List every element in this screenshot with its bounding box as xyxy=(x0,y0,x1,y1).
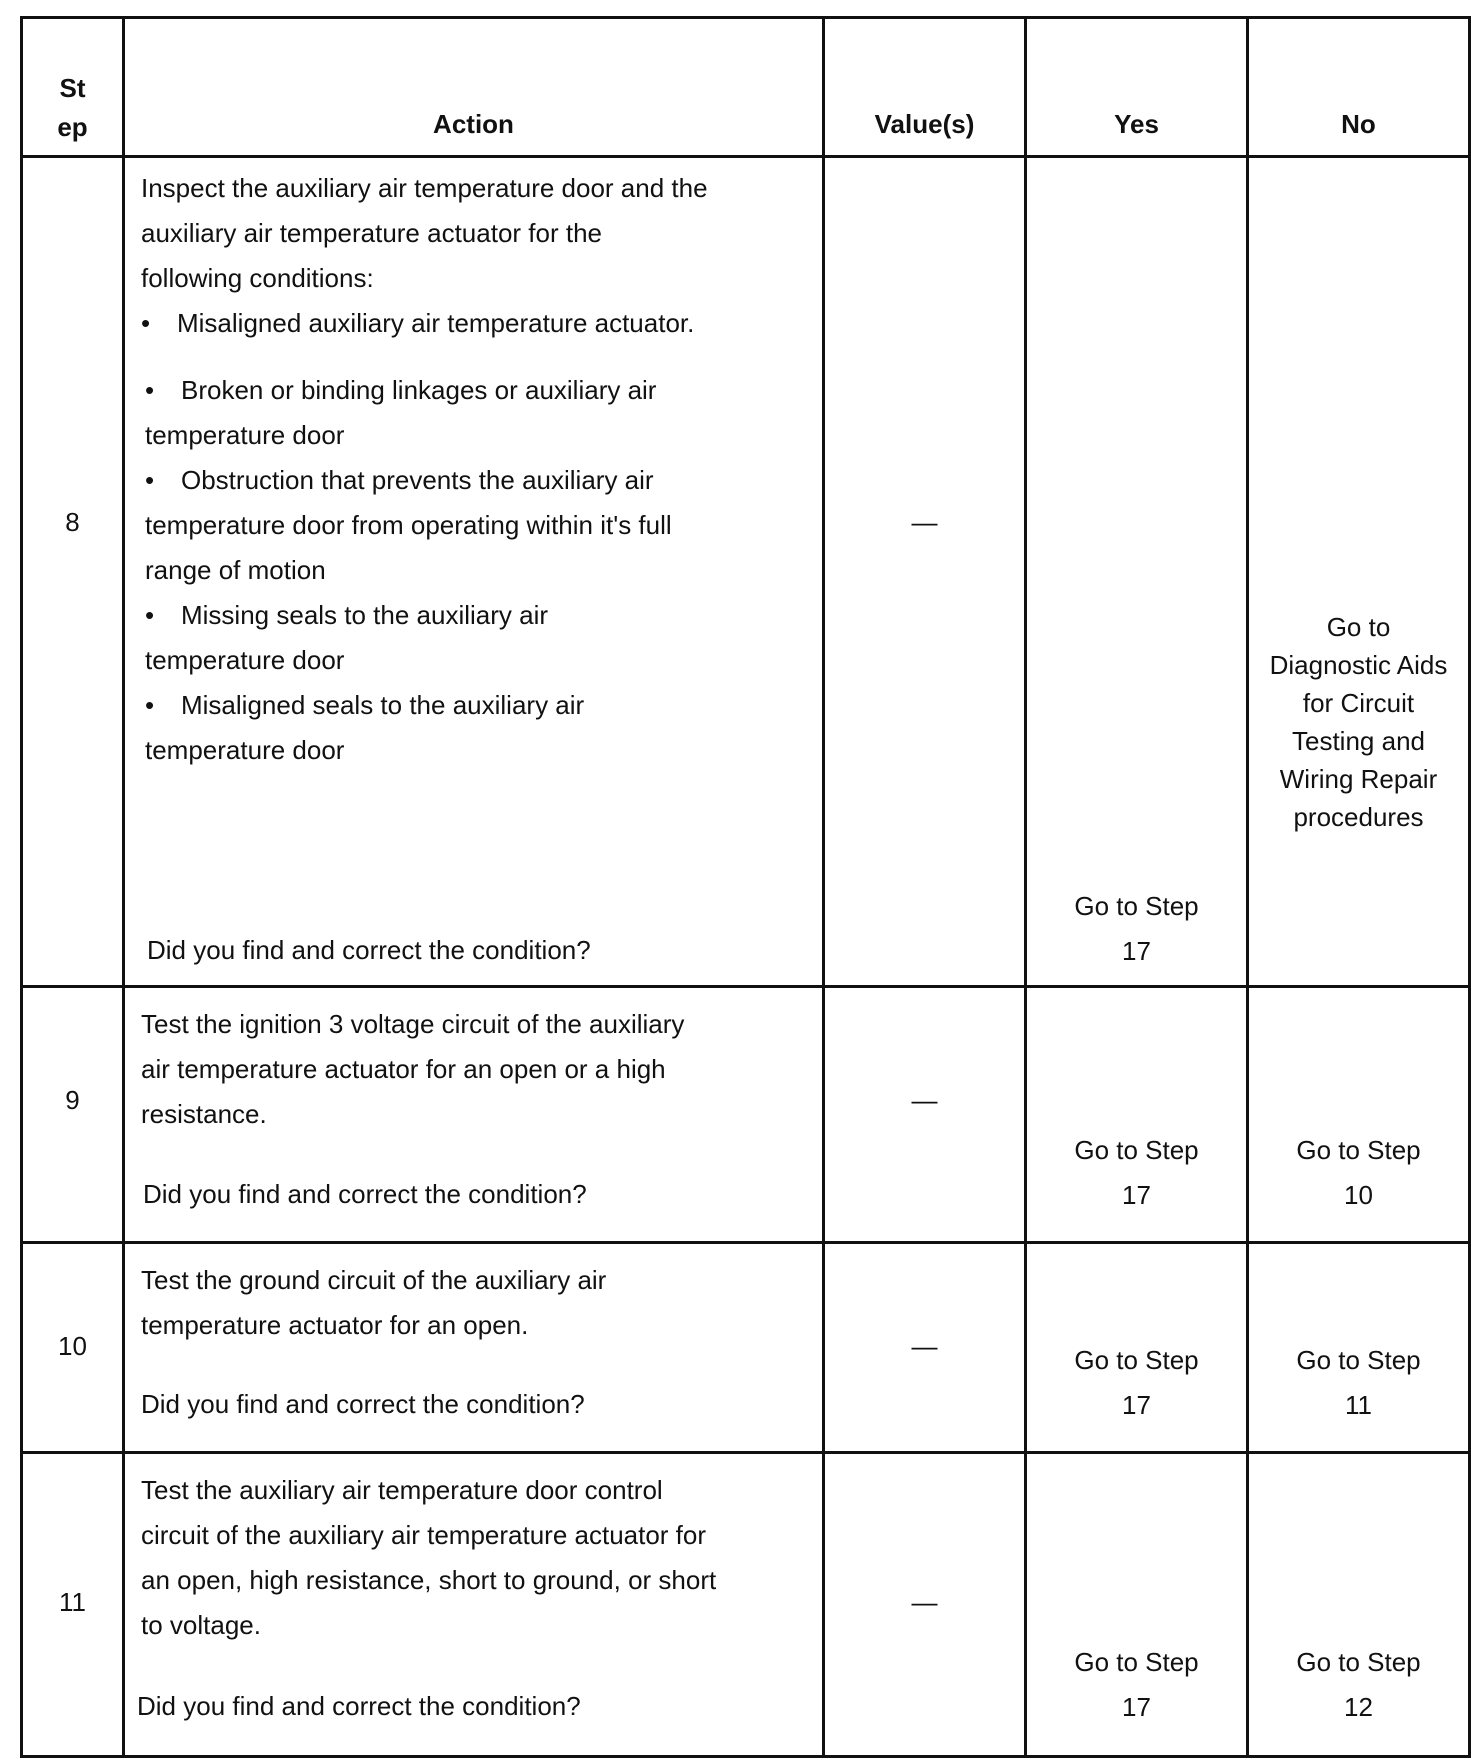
header-row xyxy=(22,18,1470,157)
no-link-line: Diagnostic Aids xyxy=(1269,650,1448,680)
bullet-text: Missing seals to the auxiliary air xyxy=(181,600,549,630)
action-text: to voltage. xyxy=(141,1610,261,1640)
action-text: an open, high resistance, short to ground, or short xyxy=(141,1565,717,1595)
action-cell xyxy=(124,157,824,987)
header-yes xyxy=(1026,18,1248,157)
action-text: resistance. xyxy=(141,1099,267,1129)
step-cell xyxy=(22,987,124,1243)
yes-link-line: Go to Step xyxy=(1074,1135,1199,1165)
bullet-text: Misaligned auxiliary air temperature actuator. xyxy=(177,308,695,338)
header-action xyxy=(124,18,824,157)
bullet-item xyxy=(137,301,806,346)
bullet-item xyxy=(141,683,806,728)
no-link-line: Go to Step xyxy=(1296,1647,1421,1677)
bullet-text-cont: temperature door xyxy=(145,735,345,765)
table-row xyxy=(22,1243,1470,1453)
value-cell xyxy=(824,1453,1026,1757)
yes-cell xyxy=(1026,1243,1248,1453)
yes-link[interactable] xyxy=(1027,1128,1246,1218)
no-link-line: 11 xyxy=(1345,1390,1372,1420)
diagnostic-table xyxy=(20,16,1471,1758)
no-cell xyxy=(1248,157,1470,987)
header-yes-label: Yes xyxy=(1114,109,1159,139)
no-link[interactable] xyxy=(1249,608,1468,836)
bullet-text: Obstruction that prevents the auxiliary air xyxy=(181,465,654,495)
action-text: auxiliary air temperature actuator for the xyxy=(141,218,602,248)
yes-cell xyxy=(1026,987,1248,1243)
value-cell xyxy=(824,987,1026,1243)
no-link-line: Go to Step xyxy=(1296,1135,1421,1165)
step-cell xyxy=(22,157,124,987)
bullet-mark: • xyxy=(145,690,155,720)
yes-link-line: 17 xyxy=(1122,1390,1151,1420)
yes-link-line: 17 xyxy=(1122,936,1151,966)
action-text: Test the ignition 3 voltage circuit of the auxiliary xyxy=(141,1009,685,1039)
bullet-text: Broken or binding linkages or auxiliary air xyxy=(181,375,657,405)
action-text: Test the auxiliary air temperature door control xyxy=(141,1475,663,1505)
action-cell xyxy=(124,1453,824,1757)
table-row xyxy=(22,157,1470,987)
value-text: — xyxy=(911,1331,938,1361)
yes-link-line: Go to Step xyxy=(1074,1345,1199,1375)
bullet-mark: • xyxy=(141,308,151,338)
no-cell xyxy=(1248,1243,1470,1453)
yes-link-line: Go to Step xyxy=(1074,891,1199,921)
yes-link[interactable] xyxy=(1027,884,1246,974)
yes-link[interactable] xyxy=(1027,1338,1246,1428)
step-number: 10 xyxy=(58,1331,87,1361)
step-number: 8 xyxy=(65,507,80,537)
yes-link-line: 17 xyxy=(1122,1180,1151,1210)
no-cell xyxy=(1248,987,1470,1243)
yes-cell xyxy=(1026,157,1248,987)
bullet-text-cont: temperature door xyxy=(145,420,345,450)
value-cell xyxy=(824,157,1026,987)
no-link-line: Go to xyxy=(1326,612,1391,642)
bullet-text-cont: temperature door xyxy=(145,645,345,675)
header-step xyxy=(22,18,124,157)
no-link[interactable] xyxy=(1249,1338,1468,1428)
question-text: Did you find and correct the condition? xyxy=(141,1389,585,1419)
action-text: following conditions: xyxy=(141,263,374,293)
value-text: — xyxy=(911,507,938,537)
value-text: — xyxy=(911,1085,938,1115)
bullet-item xyxy=(141,458,806,503)
action-text: Inspect the auxiliary air temperature door and the xyxy=(141,173,708,203)
no-link-line: 10 xyxy=(1344,1180,1373,1210)
action-text: air temperature actuator for an open or a high xyxy=(141,1054,666,1084)
step-cell xyxy=(22,1453,124,1757)
no-cell xyxy=(1248,1453,1470,1757)
yes-link[interactable] xyxy=(1027,1640,1246,1730)
no-link[interactable] xyxy=(1249,1128,1468,1218)
header-action-label: Action xyxy=(433,109,514,139)
action-cell xyxy=(124,987,824,1243)
no-link-line: Wiring Repair xyxy=(1279,764,1438,794)
action-text: Test the ground circuit of the auxiliary air xyxy=(141,1265,607,1295)
step-number: 11 xyxy=(59,1587,86,1617)
bullet-text: Misaligned seals to the auxiliary air xyxy=(181,690,585,720)
yes-cell xyxy=(1026,1453,1248,1757)
bullet-mark: • xyxy=(145,600,155,630)
action-text: circuit of the auxiliary air temperature actuator for xyxy=(141,1520,707,1550)
bullet-item xyxy=(141,593,806,638)
bullet-mark: • xyxy=(145,375,155,405)
no-link-line: Testing and xyxy=(1292,726,1425,756)
table-row xyxy=(22,1453,1470,1757)
header-no-label: No xyxy=(1341,109,1376,139)
bullet-text-cont: range of motion xyxy=(145,555,326,585)
header-no xyxy=(1248,18,1470,157)
question-text: Did you find and correct the condition? xyxy=(147,935,591,965)
header-step-line2: ep xyxy=(57,112,88,142)
no-link[interactable] xyxy=(1249,1640,1468,1730)
table-row xyxy=(22,987,1470,1243)
action-cell xyxy=(124,1243,824,1453)
value-cell xyxy=(824,1243,1026,1453)
yes-link-line: Go to Step xyxy=(1074,1647,1199,1677)
yes-link-line: 17 xyxy=(1122,1692,1151,1722)
no-link-line: 12 xyxy=(1344,1692,1373,1722)
no-link-line: Go to Step xyxy=(1296,1345,1421,1375)
value-text: — xyxy=(911,1587,938,1617)
bullet-text-cont: temperature door from operating within it's full xyxy=(145,510,672,540)
no-link-line: procedures xyxy=(1293,802,1424,832)
header-values-label: Value(s) xyxy=(874,109,975,139)
bullet-item xyxy=(141,368,806,413)
header-values xyxy=(824,18,1026,157)
step-cell xyxy=(22,1243,124,1453)
question-text: Did you find and correct the condition? xyxy=(137,1691,581,1721)
action-text: temperature actuator for an open. xyxy=(141,1310,529,1340)
question-text: Did you find and correct the condition? xyxy=(143,1179,587,1209)
no-link-line: for Circuit xyxy=(1302,688,1415,718)
step-number: 9 xyxy=(65,1085,80,1115)
header-step-line1: St xyxy=(59,73,86,103)
bullet-mark: • xyxy=(145,465,155,495)
